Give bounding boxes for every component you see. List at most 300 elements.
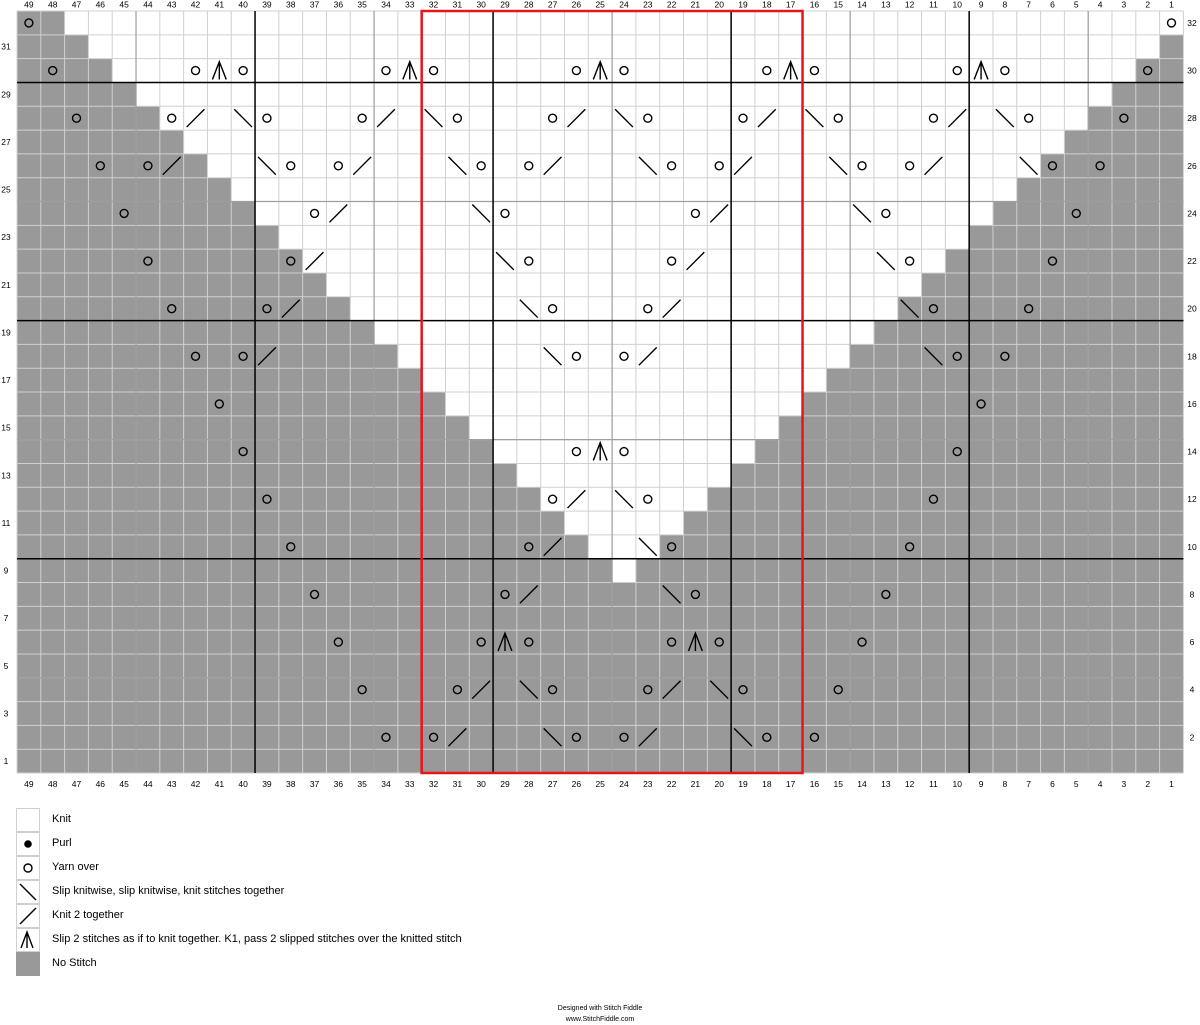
row-label-left: 11	[1, 517, 11, 528]
no-stitch-cell	[17, 368, 41, 392]
no-stitch-cell	[160, 559, 184, 583]
no-stitch-cell	[65, 297, 89, 321]
no-stitch-cell	[1136, 749, 1160, 773]
no-stitch-cell	[564, 725, 588, 749]
column-label-top: 33	[405, 0, 415, 10]
no-stitch-cell	[231, 225, 255, 249]
legend-label: Knit	[52, 813, 71, 825]
column-label-bottom: 34	[381, 779, 391, 789]
no-stitch-cell	[112, 416, 136, 440]
no-stitch-cell	[184, 273, 208, 297]
no-stitch-cell	[41, 154, 65, 178]
no-stitch-cell	[588, 654, 612, 678]
no-stitch-cell	[1064, 702, 1088, 726]
no-stitch-cell	[112, 535, 136, 559]
no-stitch-cell	[731, 463, 755, 487]
no-stitch-cell	[1064, 463, 1088, 487]
column-label-top: 5	[1073, 0, 1079, 10]
no-stitch-cell	[1041, 583, 1065, 607]
ssk-mark	[639, 538, 657, 556]
no-stitch-cell	[993, 559, 1017, 583]
no-stitch-cell	[350, 749, 374, 773]
no-stitch-cell	[398, 440, 422, 464]
no-stitch-cell	[469, 630, 493, 654]
no-stitch-cell	[993, 487, 1017, 511]
row-label-left: 7	[3, 613, 9, 624]
no-stitch-cell	[755, 487, 779, 511]
no-stitch-cell	[945, 321, 969, 345]
no-stitch-cell	[993, 225, 1017, 249]
no-stitch-cell	[231, 392, 255, 416]
no-stitch-cell	[850, 583, 874, 607]
no-stitch-cell	[993, 606, 1017, 630]
no-stitch-cell	[65, 654, 89, 678]
no-stitch-cell	[1064, 416, 1088, 440]
no-stitch-cell	[1017, 178, 1041, 202]
column-label-bottom: 25	[595, 779, 605, 789]
column-label-top: 2	[1145, 0, 1151, 10]
no-stitch-cell	[1160, 249, 1184, 273]
no-stitch-cell	[636, 630, 660, 654]
yarn-over-mark	[501, 209, 509, 217]
no-stitch-cell	[17, 59, 41, 83]
no-stitch-cell	[1041, 178, 1065, 202]
no-stitch-cell	[898, 535, 922, 559]
no-stitch-cell	[445, 630, 469, 654]
no-stitch-cell	[41, 202, 65, 226]
no-stitch-cell	[803, 630, 827, 654]
no-stitch-cell	[993, 321, 1017, 345]
k2tog-mark	[544, 157, 562, 175]
no-stitch-cell	[112, 368, 136, 392]
no-stitch-cell	[898, 749, 922, 773]
column-label-bottom: 36	[333, 779, 344, 789]
no-stitch-cell	[684, 749, 708, 773]
no-stitch-cell	[350, 487, 374, 511]
no-stitch-cell	[112, 440, 136, 464]
no-stitch-cell	[755, 654, 779, 678]
no-stitch-cell	[1136, 416, 1160, 440]
no-stitch-cell	[207, 463, 231, 487]
no-stitch-cell	[65, 702, 89, 726]
no-stitch-cell	[445, 440, 469, 464]
row-label-right: 14	[1187, 446, 1197, 457]
no-stitch-cell	[279, 606, 303, 630]
no-stitch-cell	[303, 583, 327, 607]
no-stitch-cell	[1160, 559, 1184, 583]
no-stitch-cell	[755, 511, 779, 535]
no-stitch-cell	[993, 202, 1017, 226]
no-stitch-cell	[398, 416, 422, 440]
no-stitch-cell	[184, 606, 208, 630]
no-stitch-cell	[207, 273, 231, 297]
no-stitch-cell	[1160, 106, 1184, 130]
no-stitch-cell	[779, 511, 803, 535]
column-label-top: 8	[1002, 0, 1008, 10]
column-label-top: 43	[166, 0, 177, 10]
no-stitch-cell	[231, 559, 255, 583]
no-stitch-cell	[1136, 559, 1160, 583]
no-stitch-cell	[207, 225, 231, 249]
row-label-right: 16	[1187, 398, 1197, 409]
no-stitch-cell	[850, 678, 874, 702]
ssk-mark	[615, 109, 633, 127]
no-stitch-cell	[1041, 225, 1065, 249]
no-stitch-cell	[326, 416, 350, 440]
no-stitch-cell	[1112, 344, 1136, 368]
yarn-over-mark	[168, 114, 176, 122]
no-stitch-cell	[493, 487, 517, 511]
no-stitch-cell	[445, 487, 469, 511]
no-stitch-cell	[17, 130, 41, 154]
no-stitch-cell	[1112, 725, 1136, 749]
no-stitch-cell	[898, 321, 922, 345]
column-label-bottom: 2	[1145, 779, 1151, 789]
no-stitch-cell	[65, 249, 89, 273]
no-stitch-cell	[184, 559, 208, 583]
no-stitch-cell	[350, 606, 374, 630]
no-stitch-cell	[88, 583, 112, 607]
column-label-top: 34	[381, 0, 391, 10]
no-stitch-cell	[255, 368, 279, 392]
no-stitch-cell	[874, 321, 898, 345]
ssk-mark	[877, 252, 895, 270]
no-stitch-cell	[1112, 392, 1136, 416]
no-stitch-cell	[279, 702, 303, 726]
no-stitch-cell	[731, 654, 755, 678]
no-stitch-cell	[160, 583, 184, 607]
no-stitch-cell	[207, 392, 231, 416]
column-label-bottom: 31	[452, 779, 463, 789]
no-stitch-cell	[612, 678, 636, 702]
no-stitch-cell	[41, 487, 65, 511]
no-stitch-cell	[88, 178, 112, 202]
column-label-bottom: 4	[1097, 779, 1103, 789]
no-stitch-cell	[207, 249, 231, 273]
no-stitch-cell	[874, 440, 898, 464]
no-stitch-cell	[1160, 59, 1184, 83]
no-stitch-cell	[160, 392, 184, 416]
no-stitch-cell	[136, 606, 160, 630]
column-label-top: 27	[547, 0, 558, 10]
no-stitch-cell	[422, 535, 446, 559]
no-stitch-cell	[350, 654, 374, 678]
no-stitch-cell	[1064, 678, 1088, 702]
no-stitch-cell	[826, 749, 850, 773]
no-stitch-cell	[184, 511, 208, 535]
no-stitch-cell	[136, 440, 160, 464]
no-stitch-cell	[160, 273, 184, 297]
column-label-bottom: 22	[666, 779, 677, 789]
column-label-top: 24	[619, 0, 629, 10]
no-stitch-cell	[779, 654, 803, 678]
no-stitch-cell	[207, 749, 231, 773]
no-stitch-cell	[1064, 654, 1088, 678]
no-stitch-cell	[1041, 368, 1065, 392]
no-stitch-cell	[541, 606, 565, 630]
column-label-bottom: 41	[214, 779, 225, 789]
double-decrease-mark	[212, 62, 226, 80]
column-label-bottom: 44	[143, 779, 153, 789]
no-stitch-cell	[469, 725, 493, 749]
no-stitch-cell	[874, 606, 898, 630]
no-stitch-cell	[279, 273, 303, 297]
no-stitch-cell	[1041, 559, 1065, 583]
double-decrease-mark	[593, 62, 607, 80]
no-stitch-cell	[922, 535, 946, 559]
no-stitch-cell	[374, 630, 398, 654]
no-stitch-cell	[469, 559, 493, 583]
footer-url: www.StitchFiddle.com	[565, 1016, 635, 1023]
no-stitch-cell	[517, 630, 541, 654]
no-stitch-cell	[922, 273, 946, 297]
no-stitch-cell	[136, 178, 160, 202]
no-stitch-cell	[136, 202, 160, 226]
no-stitch-cell	[755, 535, 779, 559]
no-stitch-cell	[707, 535, 731, 559]
no-stitch-cell	[1017, 654, 1041, 678]
no-stitch-cell	[1017, 249, 1041, 273]
ssk-mark	[258, 157, 276, 175]
no-stitch-cell	[160, 630, 184, 654]
yarn-over-mark	[334, 162, 342, 170]
no-stitch-cell	[969, 654, 993, 678]
no-stitch-cell	[1017, 225, 1041, 249]
no-stitch-cell	[17, 487, 41, 511]
no-stitch-cell	[1017, 202, 1041, 226]
no-stitch-cell	[112, 511, 136, 535]
no-stitch-cell	[41, 702, 65, 726]
no-stitch-cell	[88, 678, 112, 702]
no-stitch-cell	[1064, 297, 1088, 321]
no-stitch-cell	[88, 654, 112, 678]
no-stitch-cell	[1017, 392, 1041, 416]
no-stitch-cell	[922, 463, 946, 487]
no-stitch-cell	[1088, 440, 1112, 464]
no-stitch-cell	[41, 678, 65, 702]
no-stitch-cell	[17, 583, 41, 607]
no-stitch-cell	[612, 630, 636, 654]
no-stitch-cell	[255, 725, 279, 749]
row-label-left: 25	[1, 184, 11, 195]
no-stitch-cell	[136, 297, 160, 321]
no-stitch-cell	[541, 654, 565, 678]
column-label-bottom: 16	[809, 779, 820, 789]
no-stitch-cell	[969, 487, 993, 511]
no-stitch-cell	[755, 583, 779, 607]
legend-label: Knit 2 together	[52, 909, 124, 921]
no-stitch-cell	[612, 749, 636, 773]
double-decrease-mark	[403, 62, 417, 80]
column-label-bottom: 46	[95, 779, 106, 789]
no-stitch-cell	[1041, 511, 1065, 535]
no-stitch-cell	[850, 702, 874, 726]
no-stitch-cell	[636, 702, 660, 726]
no-stitch-cell	[1017, 535, 1041, 559]
no-stitch-cell	[255, 535, 279, 559]
no-stitch-cell	[755, 678, 779, 702]
column-label-top: 45	[119, 0, 129, 10]
no-stitch-cell	[1160, 178, 1184, 202]
no-stitch-cell	[922, 630, 946, 654]
no-stitch-cell	[969, 416, 993, 440]
no-stitch-cell	[445, 583, 469, 607]
no-stitch-cell	[731, 606, 755, 630]
no-stitch-cell	[1112, 559, 1136, 583]
no-stitch-cell	[65, 511, 89, 535]
no-stitch-cell	[65, 202, 89, 226]
no-stitch-cell	[303, 511, 327, 535]
column-label-top: 20	[714, 0, 724, 10]
no-stitch-cell	[41, 297, 65, 321]
no-stitch-cell	[493, 606, 517, 630]
no-stitch-cell	[136, 392, 160, 416]
no-stitch-cell	[588, 606, 612, 630]
no-stitch-cell	[88, 511, 112, 535]
no-stitch-cell	[1136, 106, 1160, 130]
no-stitch-cell	[850, 535, 874, 559]
no-stitch-cell	[803, 559, 827, 583]
no-stitch-cell	[922, 321, 946, 345]
k2tog-mark	[187, 109, 205, 127]
no-stitch-cell	[326, 535, 350, 559]
no-stitch-cell	[588, 559, 612, 583]
no-stitch-cell	[398, 702, 422, 726]
no-stitch-cell	[398, 463, 422, 487]
no-stitch-cell	[350, 368, 374, 392]
no-stitch-cell	[779, 463, 803, 487]
no-stitch-cell	[17, 273, 41, 297]
no-stitch-cell	[564, 630, 588, 654]
no-stitch-cell	[231, 463, 255, 487]
no-stitch-cell	[160, 344, 184, 368]
no-stitch-cell	[779, 725, 803, 749]
no-stitch-cell	[41, 749, 65, 773]
no-stitch-cell	[826, 368, 850, 392]
no-stitch-cell	[231, 273, 255, 297]
no-stitch-cell	[1112, 535, 1136, 559]
no-stitch-cell	[65, 559, 89, 583]
no-stitch-cell	[1088, 702, 1112, 726]
no-stitch-cell	[136, 749, 160, 773]
column-label-top: 44	[143, 0, 153, 10]
column-label-top: 42	[190, 0, 201, 10]
no-stitch-cell	[1088, 416, 1112, 440]
row-label-left: 19	[1, 327, 11, 338]
yarn-over-mark	[953, 67, 961, 75]
no-stitch-cell	[874, 654, 898, 678]
no-stitch-cell	[184, 368, 208, 392]
no-stitch-cell	[731, 749, 755, 773]
no-stitch-cell	[350, 511, 374, 535]
column-label-top: 19	[738, 0, 748, 10]
no-stitch-cell	[1088, 392, 1112, 416]
no-stitch-cell	[517, 725, 541, 749]
no-stitch-cell	[803, 678, 827, 702]
no-stitch-cell	[874, 583, 898, 607]
no-stitch-cell	[1017, 630, 1041, 654]
no-stitch-cell	[1017, 725, 1041, 749]
no-stitch-cell	[41, 368, 65, 392]
no-stitch-cell	[1160, 416, 1184, 440]
no-stitch-cell	[17, 225, 41, 249]
no-stitch-cell	[826, 702, 850, 726]
no-stitch-cell	[112, 297, 136, 321]
no-stitch-cell	[326, 368, 350, 392]
no-stitch-cell	[112, 559, 136, 583]
no-stitch-cell	[660, 630, 684, 654]
no-stitch-cell	[326, 463, 350, 487]
no-stitch-cell	[112, 583, 136, 607]
no-stitch-cell	[374, 416, 398, 440]
no-stitch-cell	[184, 749, 208, 773]
no-stitch-cell	[160, 440, 184, 464]
no-stitch-cell	[88, 249, 112, 273]
no-stitch-cell	[88, 416, 112, 440]
no-stitch-cell	[1041, 249, 1065, 273]
no-stitch-cell	[160, 749, 184, 773]
no-stitch-cell	[445, 559, 469, 583]
no-stitch-cell	[184, 440, 208, 464]
row-label-right: 10	[1187, 541, 1197, 552]
column-label-top: 15	[833, 0, 843, 10]
no-stitch-cell	[17, 630, 41, 654]
no-stitch-cell	[826, 583, 850, 607]
no-stitch-cell	[922, 606, 946, 630]
no-stitch-cell	[112, 749, 136, 773]
no-stitch-cell	[1041, 416, 1065, 440]
no-stitch-cell	[1112, 487, 1136, 511]
no-stitch-cell	[279, 392, 303, 416]
no-stitch-cell	[779, 559, 803, 583]
no-stitch-cell	[922, 487, 946, 511]
no-stitch-cell	[303, 416, 327, 440]
no-stitch-cell	[826, 416, 850, 440]
no-stitch-cell	[993, 511, 1017, 535]
no-stitch-cell	[279, 511, 303, 535]
no-stitch-cell	[88, 702, 112, 726]
no-stitch-cell	[969, 535, 993, 559]
no-stitch-cell	[1160, 654, 1184, 678]
no-stitch-cell	[684, 678, 708, 702]
no-stitch-cell	[422, 678, 446, 702]
yarn-over-mark	[668, 162, 676, 170]
no-stitch-cell	[231, 368, 255, 392]
no-stitch-cell	[112, 249, 136, 273]
no-stitch-cell	[1112, 178, 1136, 202]
column-label-bottom: 19	[738, 779, 748, 789]
column-label-bottom: 10	[952, 779, 962, 789]
no-stitch-cell	[1136, 368, 1160, 392]
column-label-top: 21	[690, 0, 701, 10]
no-stitch-cell	[969, 321, 993, 345]
no-stitch-cell	[398, 678, 422, 702]
no-stitch-cell	[684, 535, 708, 559]
no-stitch-cell	[255, 321, 279, 345]
no-stitch-cell	[136, 630, 160, 654]
legend-label: Slip knitwise, slip knitwise, knit stitches together	[52, 885, 285, 897]
no-stitch-cell	[255, 606, 279, 630]
no-stitch-cell	[898, 559, 922, 583]
no-stitch-cell	[517, 535, 541, 559]
column-label-top: 36	[333, 0, 344, 10]
no-stitch-cell	[136, 583, 160, 607]
no-stitch-cell	[1136, 535, 1160, 559]
yarn-over-mark	[620, 67, 628, 75]
no-stitch-cell	[1136, 178, 1160, 202]
no-stitch-cell	[398, 654, 422, 678]
no-stitch-cell	[517, 559, 541, 583]
